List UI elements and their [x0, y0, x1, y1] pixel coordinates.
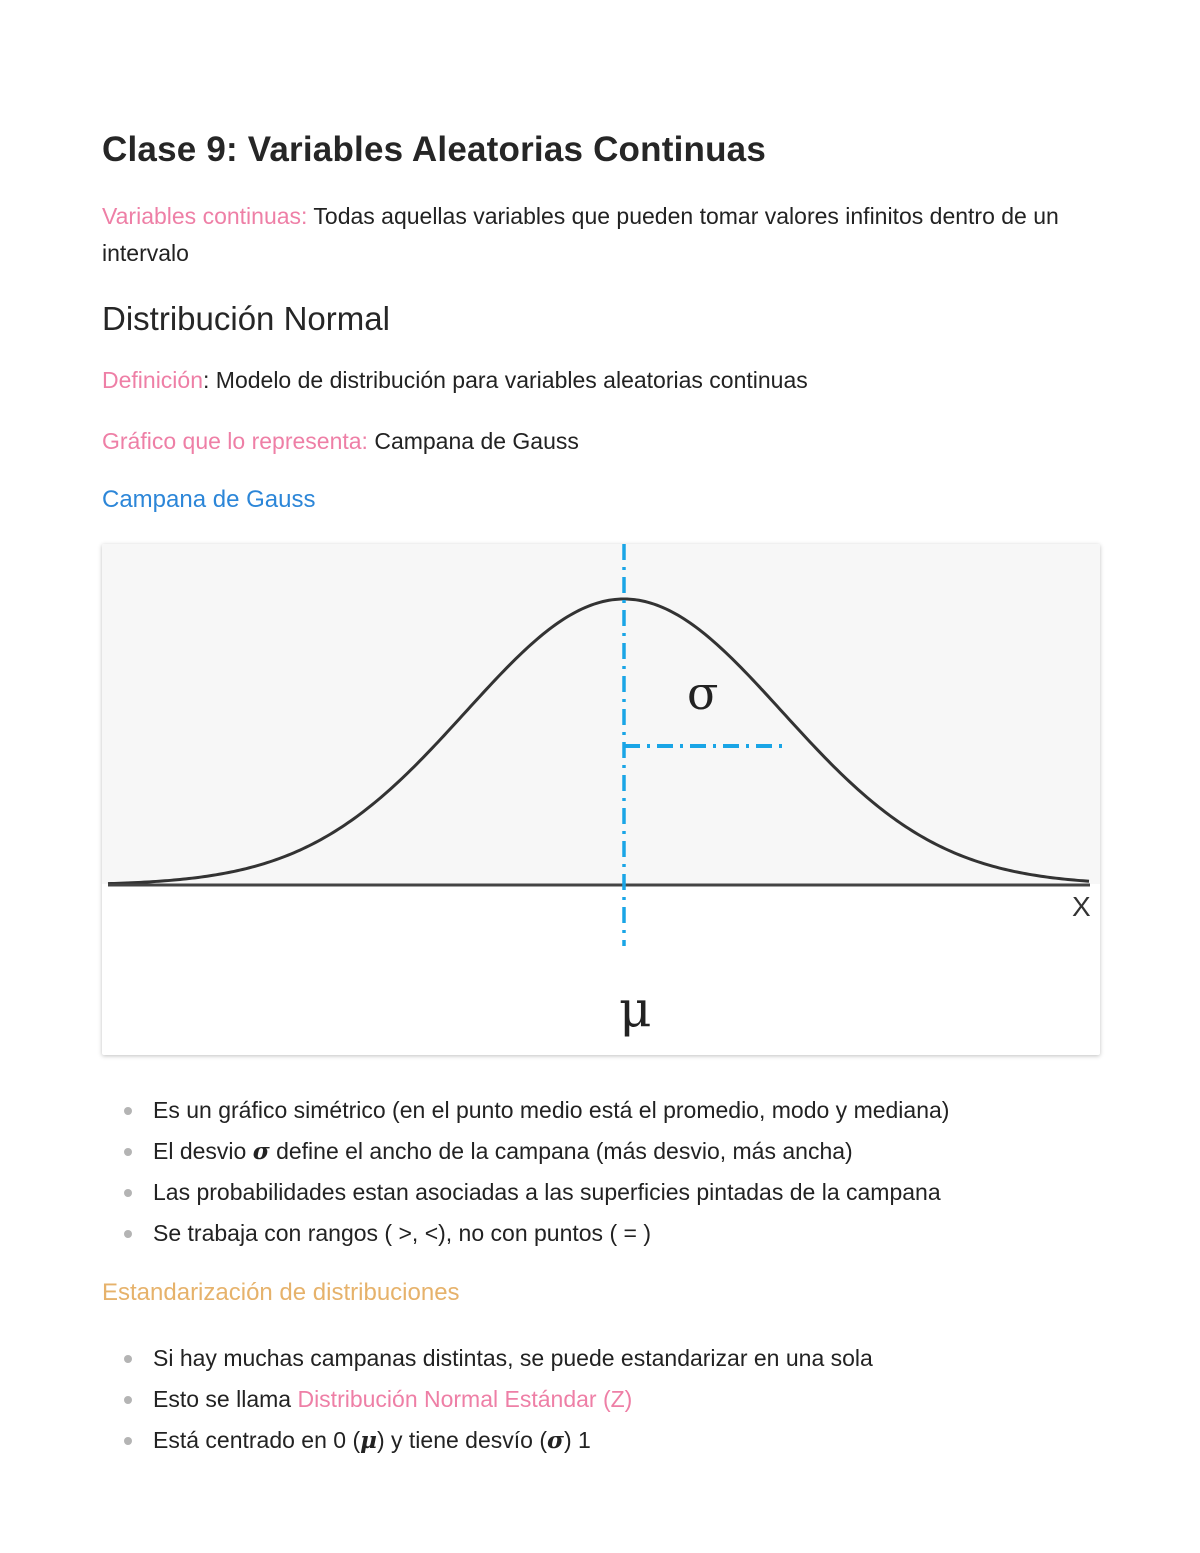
intro-text: Todas aquellas variables que pueden tomar valores infinitos dentro de un intervalo — [102, 203, 1059, 266]
list-item-text: Está centrado en 0 ( — [153, 1427, 361, 1453]
mu-label: μ — [619, 980, 652, 1038]
list-item: Si hay muchas campanas distintas, se puede estandarizar en una sola — [102, 1338, 1082, 1379]
intro-label: Variables continuas: — [102, 203, 308, 229]
standardization-heading: Estandarización de distribuciones — [102, 1279, 460, 1306]
page-title: Clase 9: Variables Aleatorias Continuas — [102, 130, 766, 169]
graph-paragraph — [102, 423, 1082, 460]
gauss-bell-figure — [102, 544, 1100, 1055]
gauss-bell-svg — [102, 544, 1100, 1055]
graph-text: Campana de Gauss — [367, 428, 579, 454]
sigma-symbol: σ — [547, 1427, 564, 1454]
section-heading-normal: Distribución Normal — [102, 300, 390, 337]
list-item-text: ) 1 — [563, 1427, 591, 1453]
list-item — [102, 1420, 1082, 1461]
standardization-bullet-list — [102, 1338, 1082, 1461]
sigma-label: σ — [687, 666, 719, 720]
list-item-text: define el ancho de la campana (más desvio, más ancha) — [269, 1138, 853, 1164]
highlight-term: Distribución Normal Estándar (Z) — [297, 1386, 633, 1412]
gauss-bullet-list — [102, 1090, 1082, 1254]
gauss-heading: Campana de Gauss — [102, 486, 316, 513]
list-item: Es un gráfico simétrico (en el punto medio está el promedio, modo y mediana) — [102, 1090, 1082, 1131]
list-item: Las probabilidades estan asociadas a las superficies pintadas de la campana — [102, 1172, 1082, 1213]
mu-symbol: μ — [360, 1427, 377, 1454]
definition-paragraph — [102, 362, 1082, 399]
list-item-text: El desvio — [153, 1138, 253, 1164]
list-item: Se trabaja con rangos ( >, <), no con puntos ( = ) — [102, 1213, 1082, 1254]
graph-label: Gráfico que lo representa: — [102, 428, 368, 454]
list-item — [102, 1131, 1082, 1172]
definition-label: Definición — [102, 367, 203, 393]
sigma-symbol: σ — [252, 1138, 270, 1165]
definition-text: : Modelo de distribución para variables aleatorias continuas — [203, 367, 808, 393]
intro-paragraph — [102, 198, 1082, 272]
list-item — [102, 1379, 1082, 1420]
list-item-text: ) y tiene desvío ( — [376, 1427, 547, 1453]
x-axis-label: X — [1072, 891, 1091, 922]
list-item-text: Esto se llama — [153, 1386, 298, 1412]
plot-background — [102, 544, 1100, 884]
